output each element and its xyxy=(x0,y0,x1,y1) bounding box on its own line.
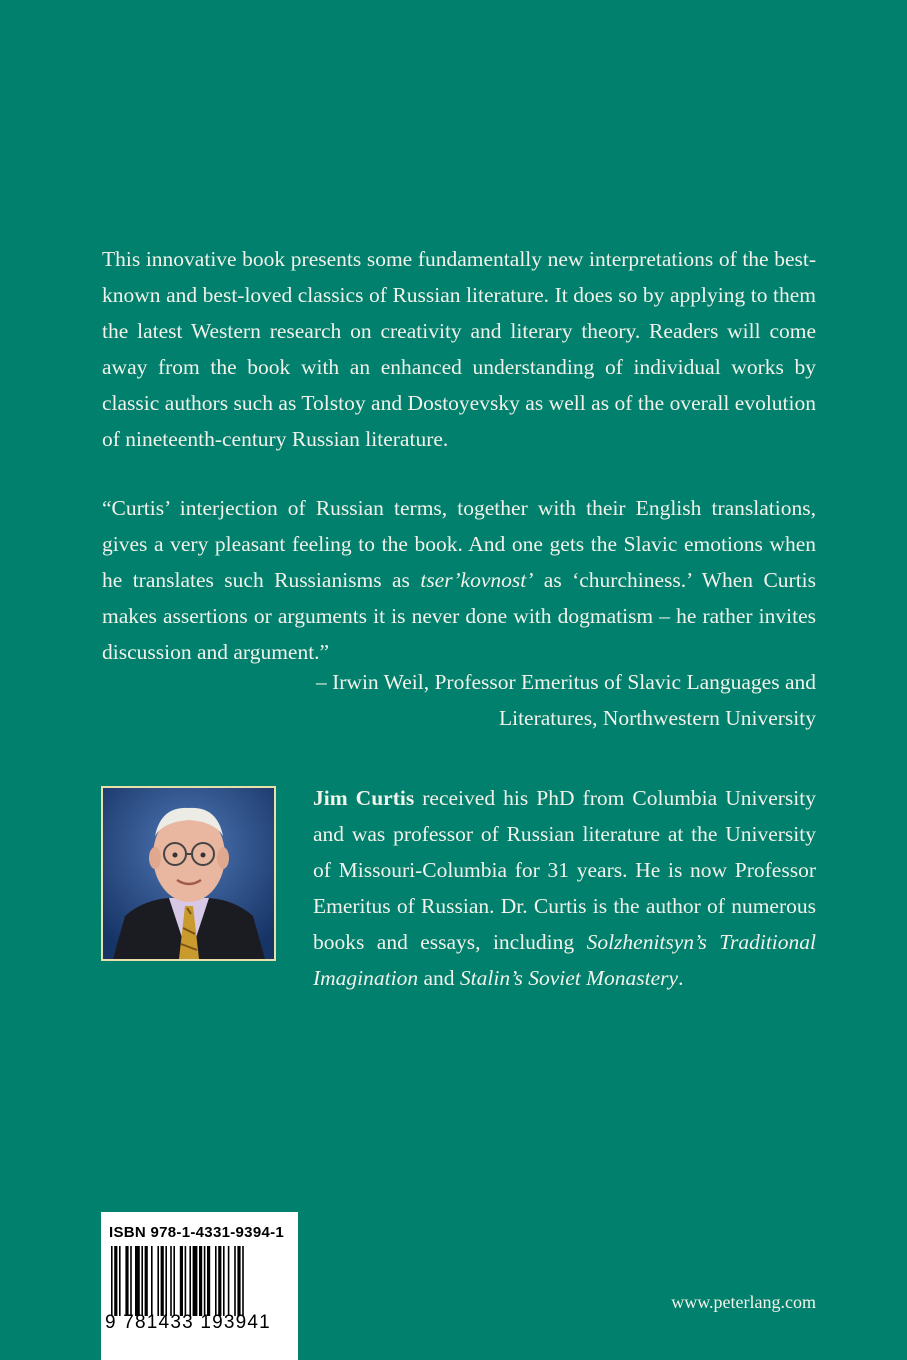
barcode-bar xyxy=(125,1246,128,1316)
bio-text-2: and xyxy=(418,966,460,990)
barcode-bar xyxy=(180,1246,183,1316)
attribution-line-2: Literatures, Northwestern University xyxy=(498,706,816,730)
bio-text-1: received his PhD from Columbia University and was professor of Russian literature at the University of Missouri-Columbia for 31 years. He is now Professor Emeritus of Russian. Dr. Curtis is the author of numerous books and essays, including xyxy=(313,786,816,954)
author-photo xyxy=(101,786,276,961)
barcode-bar xyxy=(189,1246,191,1316)
attribution-line-1: – Irwin Weil, Professor Emeritus of Slavic Languages and xyxy=(315,670,816,694)
barcode-bar xyxy=(242,1246,244,1316)
barcode-bar xyxy=(165,1246,167,1316)
book-title-1: Solzhenitsyn’s Traditional Imagination xyxy=(313,930,816,990)
barcode-bar xyxy=(157,1246,159,1316)
barcode-bar xyxy=(145,1246,148,1316)
author-portrait-icon xyxy=(103,788,274,959)
barcode-panel xyxy=(101,1212,298,1360)
barcode-bar xyxy=(193,1246,198,1316)
quote-attribution xyxy=(300,664,816,736)
barcode-bar xyxy=(151,1246,153,1316)
barcode-bar xyxy=(223,1246,225,1316)
barcode-bar xyxy=(228,1246,230,1316)
book-description: This innovative book presents some fundamentally new interpretations of the best-known and best-loved classics of Russian literature. It does so by applying to them the latest Western research on creativity and literary theory. Readers will come away from the book with an enhanced understanding of individual works by classic authors such as Tolstoy and Dostoyevsky as well as of the overall evolution of nineteenth-century Russian literature. xyxy=(102,247,816,451)
publisher-website[interactable]: www.peterlang.com xyxy=(671,1292,816,1312)
barcode-bar xyxy=(135,1246,140,1316)
barcode-icon xyxy=(111,1246,291,1316)
barcode-bar xyxy=(237,1246,240,1316)
barcode-bar xyxy=(130,1246,132,1316)
author-bio xyxy=(313,780,816,996)
barcode-bar xyxy=(173,1246,175,1316)
barcode-bar xyxy=(234,1246,236,1316)
barcode-bar xyxy=(170,1246,172,1316)
isbn-label: ISBN 978-1-4331-9394-1 xyxy=(109,1224,285,1241)
barcode-bar xyxy=(207,1246,210,1316)
quote-text-2: as ‘churchiness.’ When Curtis makes assertions or arguments it is never done with dogmatism – he rather invites discussion and argument.” xyxy=(102,568,817,664)
barcode-bar xyxy=(141,1246,143,1316)
barcode-bar xyxy=(218,1246,221,1316)
barcode-bar xyxy=(111,1246,113,1316)
barcode-bar xyxy=(204,1246,206,1316)
barcode-bar xyxy=(114,1246,117,1316)
barcode-bar xyxy=(185,1246,187,1316)
bio-end: . xyxy=(678,966,684,990)
barcode-number: 9 781433 193941 xyxy=(105,1312,271,1333)
barcode-bar xyxy=(161,1246,164,1316)
author-name: Jim Curtis xyxy=(313,786,415,810)
review-quote xyxy=(102,490,816,670)
russian-term: tser’kovnost’ xyxy=(420,568,534,592)
quote-text-1: “Curtis’ interjection of Russian terms, together with their English translations, gives a very pleasant feeling to the book. And one gets the Slavic emotions when he translates such Russianisms as xyxy=(102,496,816,592)
barcode-bar xyxy=(199,1246,202,1316)
barcode-bar xyxy=(215,1246,217,1316)
barcode-bar xyxy=(119,1246,121,1316)
book-title-2: Stalin’s Soviet Monastery xyxy=(459,966,679,990)
